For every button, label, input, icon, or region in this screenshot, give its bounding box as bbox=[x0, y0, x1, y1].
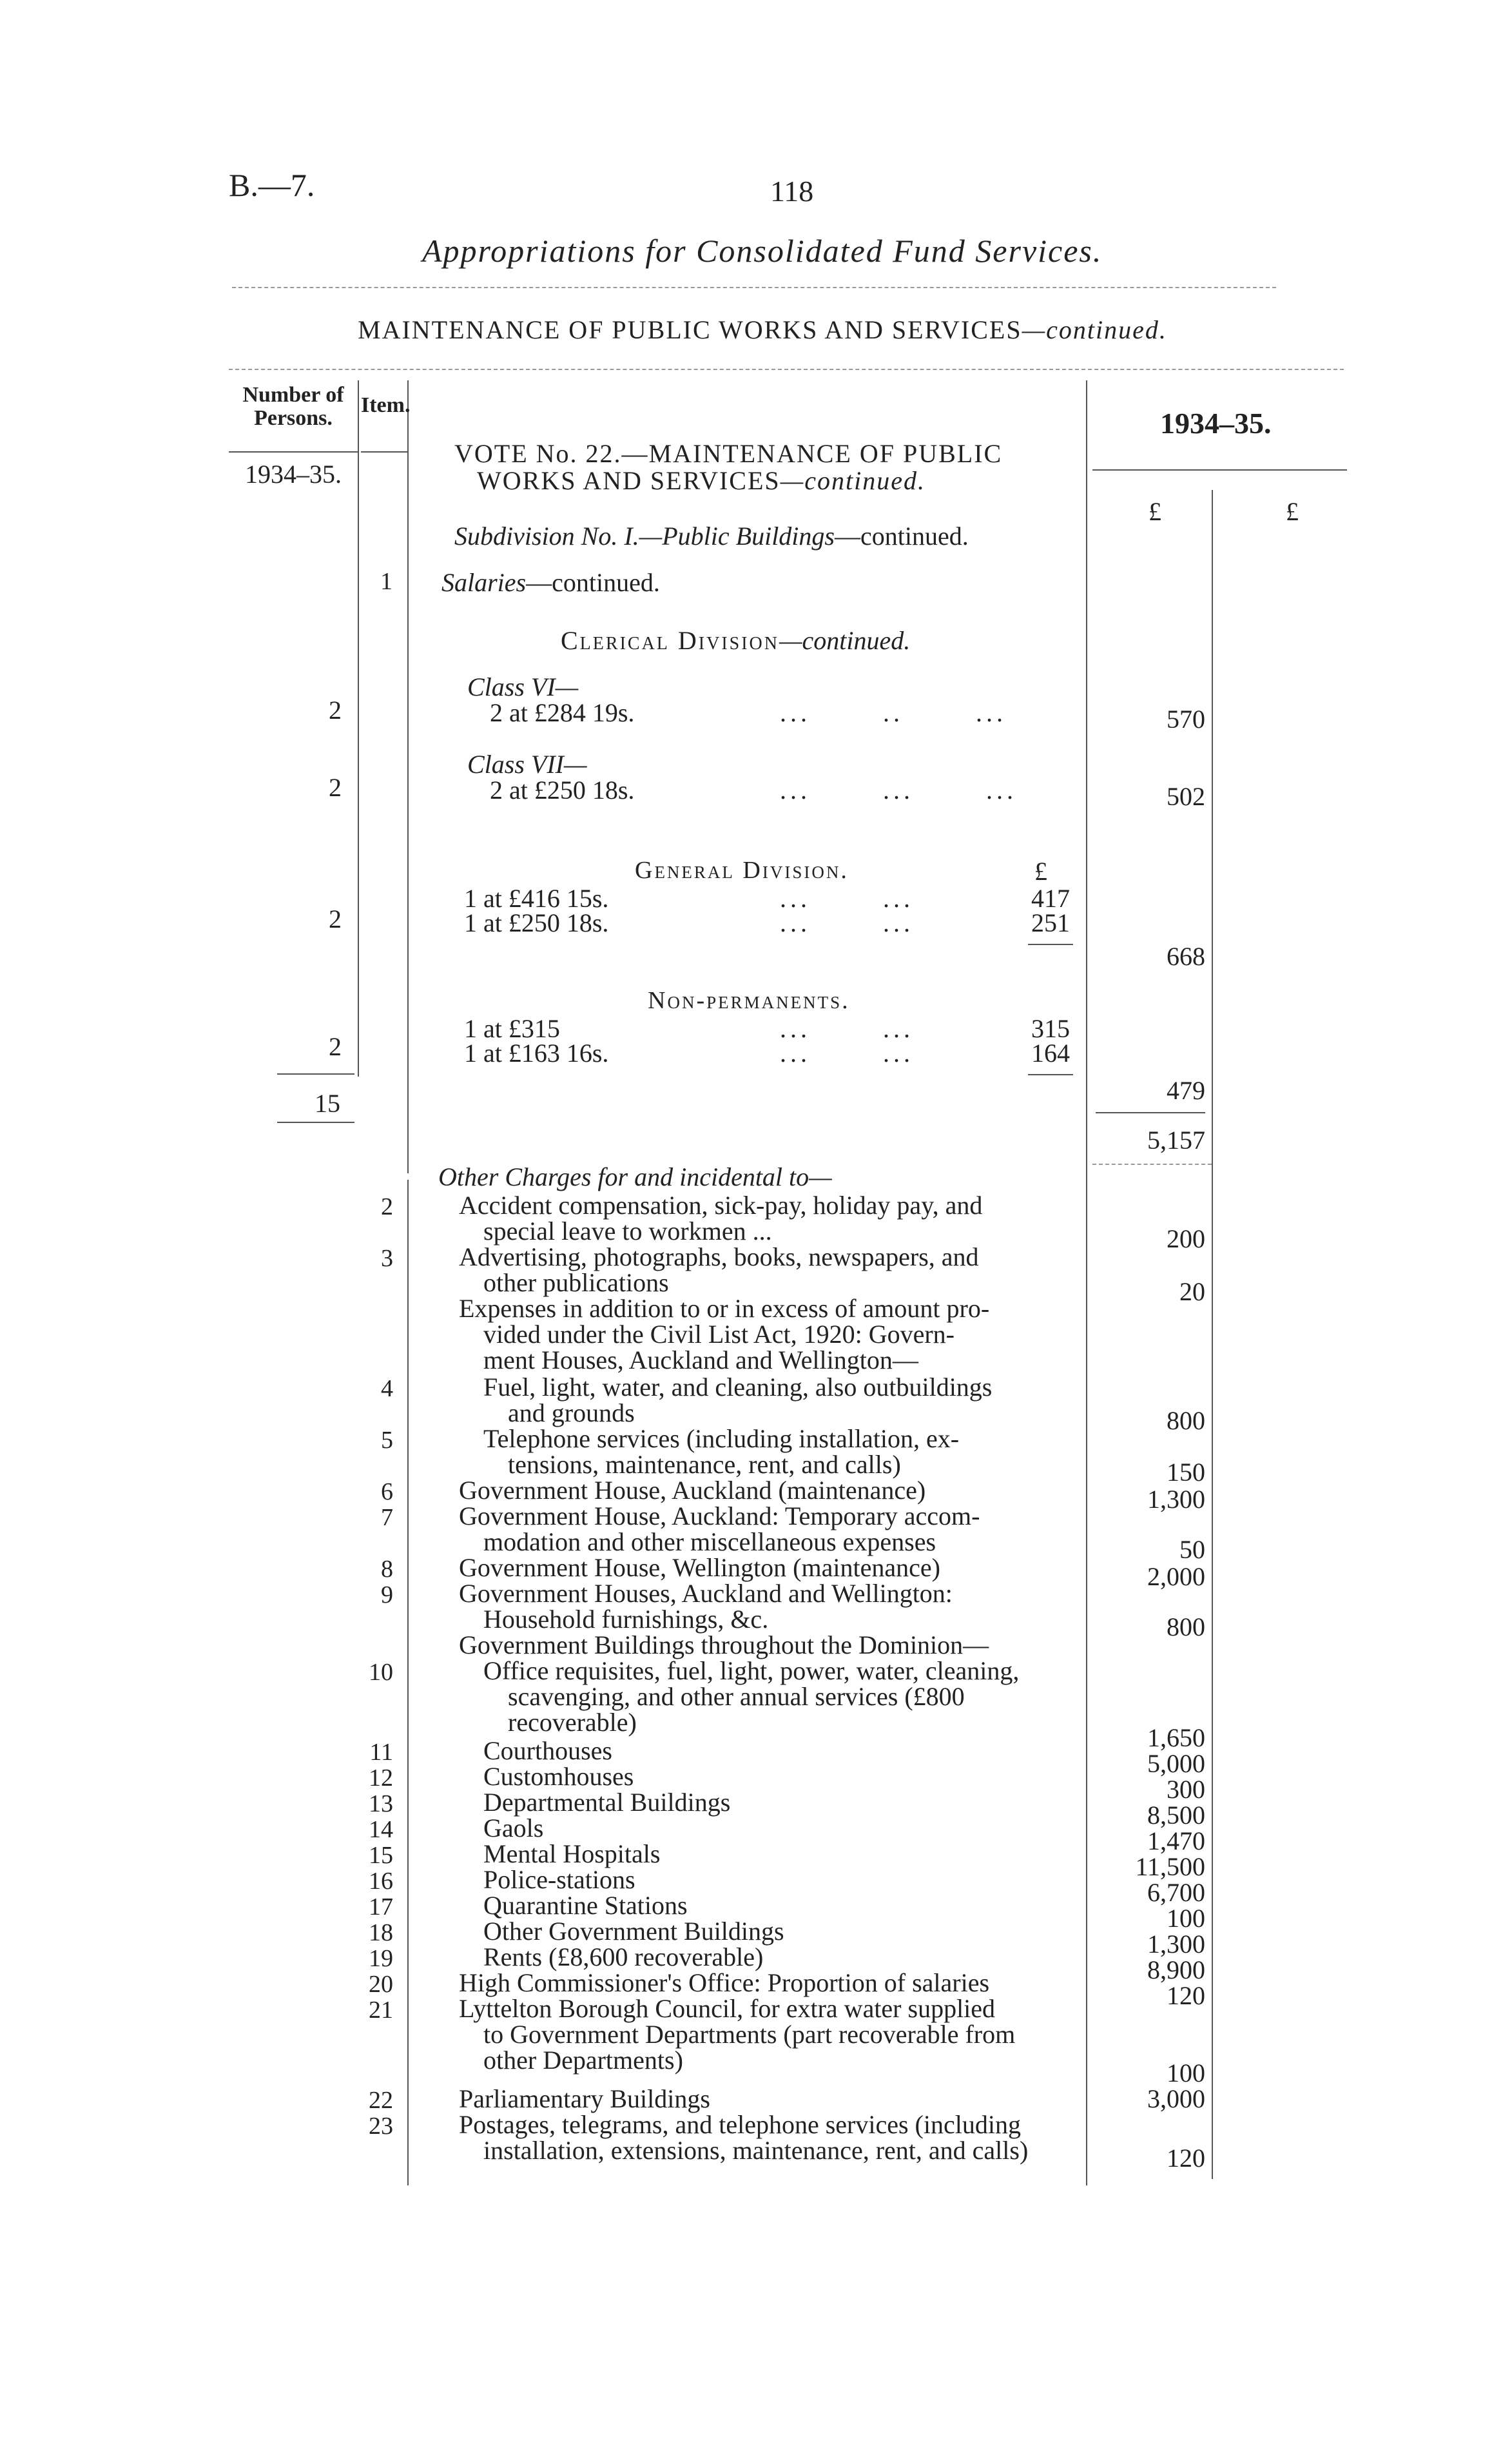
charge-amount: 8,900 bbox=[1147, 1955, 1205, 1984]
persons-header-rule bbox=[229, 451, 358, 453]
charge-description-line: Parliamentary Buildings bbox=[459, 2084, 710, 2113]
charge-description-line: Mental Hospitals bbox=[483, 1839, 661, 1868]
charge-amount: 120 bbox=[1167, 2144, 1205, 2173]
charge-description-line: Expenses in addition to or in excess of amount pro- bbox=[459, 1294, 990, 1323]
charge-description-line: Police-stations bbox=[483, 1865, 635, 1894]
item-column-rule bbox=[407, 380, 409, 1173]
persons-column-rule bbox=[358, 380, 359, 1077]
class-vi-persons: 2 bbox=[329, 696, 342, 725]
charge-amount: 1,300 bbox=[1147, 1485, 1205, 1514]
salaries-sum-rule bbox=[1096, 1112, 1205, 1113]
class-vi-label: Class VI— bbox=[467, 672, 579, 701]
non-permanents-heading: Non-permanents. bbox=[648, 987, 850, 1014]
section-title bbox=[358, 315, 1167, 345]
charge-description-line: Quarantine Stations bbox=[483, 1891, 688, 1920]
charge-amount: 1,300 bbox=[1147, 1930, 1205, 1959]
page-number: 118 bbox=[770, 175, 814, 208]
charge-description-line: High Commissioner's Office: Proportion of salaries bbox=[459, 1968, 990, 1997]
other-charges-heading: Other Charges for and incidental to— bbox=[438, 1162, 832, 1191]
charge-description-line: tensions, maintenance, rent, and calls) bbox=[508, 1450, 901, 1479]
salaries-cont: —continued. bbox=[526, 568, 660, 597]
leader-dots: ... ... bbox=[780, 908, 914, 937]
charge-description-line: Postages, telegrams, and telephone services (including bbox=[459, 2110, 1021, 2139]
charge-amount: 300 bbox=[1167, 1775, 1205, 1804]
charge-description-line: scavenging, and other annual services (£800 bbox=[508, 1682, 965, 1711]
charge-amount: 100 bbox=[1167, 2058, 1205, 2087]
charge-item-number: 13 bbox=[369, 1790, 393, 1817]
subdivision-cont: —continued. bbox=[834, 522, 969, 551]
charge-item-number: 15 bbox=[369, 1842, 393, 1869]
vote-line-2-cont: —continued. bbox=[780, 466, 926, 495]
charge-amount: 800 bbox=[1167, 1406, 1205, 1435]
charge-item-number: 5 bbox=[381, 1427, 393, 1454]
charge-amount: 8,500 bbox=[1147, 1801, 1205, 1830]
number-of-persons-header: Number of Persons. bbox=[242, 383, 344, 430]
title-rule bbox=[232, 287, 1276, 288]
pound-sign-1: £ bbox=[1149, 497, 1161, 526]
charge-description-line: Other Government Buildings bbox=[483, 1917, 784, 1946]
charge-item-number: 22 bbox=[369, 2087, 393, 2114]
charge-description-line: Fuel, light, water, and cleaning, also outbuildings bbox=[483, 1373, 993, 1402]
charge-item-number: 20 bbox=[369, 1971, 393, 1998]
charge-description-line: and grounds bbox=[508, 1398, 635, 1427]
charge-item-number: 14 bbox=[369, 1816, 393, 1843]
charge-amount: 20 bbox=[1179, 1277, 1205, 1306]
charge-amount: 6,700 bbox=[1147, 1878, 1205, 1907]
charge-description-line: Government House, Auckland: Temporary accom- bbox=[459, 1501, 980, 1530]
pound-sign-2: £ bbox=[1286, 497, 1299, 526]
page-ref: B.—7. bbox=[229, 167, 315, 203]
charge-amount: 11,500 bbox=[1135, 1852, 1205, 1881]
charge-item-number: 12 bbox=[369, 1764, 393, 1792]
clerical-cont: —continued. bbox=[779, 626, 911, 655]
charge-description-line: Departmental Buildings bbox=[483, 1788, 731, 1817]
nonperm-amount-1: 315 bbox=[1031, 1014, 1070, 1043]
charge-amount: 120 bbox=[1167, 1981, 1205, 2010]
clerical-division-heading bbox=[561, 625, 910, 656]
general-pound-sign: £ bbox=[1034, 857, 1047, 886]
charge-description-line: Government Houses, Auckland and Wellington: bbox=[459, 1579, 953, 1608]
charge-item-number: 7 bbox=[381, 1504, 393, 1531]
charge-description-line: Government House, Wellington (maintenance) bbox=[459, 1553, 940, 1582]
class-vi-amount: 570 bbox=[1167, 705, 1205, 734]
charge-item-number: 10 bbox=[369, 1659, 393, 1686]
charge-amount: 100 bbox=[1167, 1904, 1205, 1933]
salaries-total-rule bbox=[1092, 1164, 1212, 1165]
general-line-1: 1 at £416 15s. bbox=[464, 884, 609, 913]
charge-description-line: Rents (£8,600 recoverable) bbox=[483, 1942, 764, 1971]
subdivision-label: Subdivision No. I.—Public Buildings bbox=[454, 522, 835, 551]
charge-description-line: Government House, Auckland (maintenance) bbox=[459, 1476, 926, 1505]
vote-line-1: VOTE No. 22.—MAINTENANCE OF PUBLIC bbox=[454, 439, 1003, 468]
charge-item-number: 4 bbox=[381, 1375, 393, 1402]
charge-amount: 50 bbox=[1179, 1535, 1205, 1564]
year-header-rule bbox=[1092, 469, 1347, 471]
charge-item-number: 8 bbox=[381, 1556, 393, 1583]
charge-description-line: installation, extensions, maintenance, rent, and calls) bbox=[483, 2136, 1029, 2165]
leader-dots: ... ... ... bbox=[780, 776, 1017, 805]
general-persons: 2 bbox=[329, 904, 342, 933]
charge-item-number: 17 bbox=[369, 1893, 393, 1920]
charge-description-line: modation and other miscellaneous expenses bbox=[483, 1527, 936, 1556]
salaries-label: Salaries bbox=[441, 568, 527, 597]
charge-description-line: recoverable) bbox=[508, 1708, 637, 1737]
section-rule bbox=[229, 369, 1344, 370]
charge-item-number: 16 bbox=[369, 1868, 393, 1895]
general-total: 668 bbox=[1167, 942, 1205, 971]
charge-description-line: Advertising, photographs, books, newspapers, and bbox=[459, 1242, 979, 1271]
item-column-rule-lower bbox=[407, 1180, 409, 2185]
class-vii-label: Class VII— bbox=[467, 750, 587, 779]
item-header-rule bbox=[361, 451, 407, 453]
leader-dots: ... ... bbox=[780, 1014, 914, 1043]
charge-description-line: Office requisites, fuel, light, power, water, cleaning, bbox=[483, 1656, 1020, 1685]
charge-amount: 5,000 bbox=[1147, 1749, 1205, 1778]
charge-item-number: 9 bbox=[381, 1581, 393, 1608]
year-column-header: 1934–35. bbox=[1160, 407, 1272, 440]
section-title-cont: —continued. bbox=[1022, 315, 1167, 344]
persons-total: 15 bbox=[315, 1089, 340, 1118]
salaries-heading bbox=[441, 567, 660, 598]
charge-item-number: 23 bbox=[369, 2113, 393, 2140]
charge-description-line: ment Houses, Auckland and Wellington— bbox=[483, 1345, 918, 1374]
vote-line-2 bbox=[477, 465, 926, 496]
charge-description-line: Telephone services (including installation, ex- bbox=[483, 1424, 960, 1453]
persons-sum-rule bbox=[277, 1073, 354, 1075]
persons-year-header: 1934–35. bbox=[245, 460, 342, 489]
charge-amount: 3,000 bbox=[1147, 2084, 1205, 2113]
salaries-total: 5,157 bbox=[1147, 1126, 1205, 1155]
charge-description-line: to Government Departments (part recoverable from bbox=[483, 2020, 1016, 2049]
charge-item-number: 11 bbox=[369, 1739, 393, 1766]
charge-description-line: Customhouses bbox=[483, 1762, 634, 1791]
persons-total-rule bbox=[277, 1122, 354, 1123]
subdivision bbox=[454, 521, 969, 551]
class-vii-amount: 502 bbox=[1167, 782, 1205, 811]
nonperm-amount-2: 164 bbox=[1031, 1039, 1070, 1068]
charge-amount: 150 bbox=[1167, 1458, 1205, 1487]
charge-description-line: vided under the Civil List Act, 1920: Govern- bbox=[483, 1320, 955, 1349]
charge-item-number: 6 bbox=[381, 1478, 393, 1505]
charge-item-number: 3 bbox=[381, 1245, 393, 1272]
nonperm-persons: 2 bbox=[329, 1032, 342, 1061]
general-division-heading: General Division. bbox=[635, 857, 849, 884]
charge-item-number: 19 bbox=[369, 1945, 393, 1972]
charge-amount: 2,000 bbox=[1147, 1562, 1205, 1591]
class-vii-persons: 2 bbox=[329, 773, 342, 802]
class-vi-line: 2 at £284 19s. bbox=[490, 698, 635, 727]
charge-item-number: 2 bbox=[381, 1193, 393, 1220]
nonperm-line-1: 1 at £315 bbox=[464, 1014, 560, 1043]
class-vii-line: 2 at £250 18s. bbox=[490, 776, 635, 805]
leader-dots: ... ... bbox=[780, 1039, 914, 1068]
charge-amount: 1,470 bbox=[1147, 1826, 1205, 1855]
section-title-main: MAINTENANCE OF PUBLIC WORKS AND SERVICES bbox=[358, 315, 1022, 344]
charge-description-line: other Departments) bbox=[483, 2046, 683, 2075]
charge-amount: 800 bbox=[1167, 1612, 1205, 1641]
nonperm-line-2: 1 at £163 16s. bbox=[464, 1039, 609, 1068]
total-column-rule bbox=[1212, 490, 1213, 2179]
charge-description-line: Government Buildings throughout the Dominion— bbox=[459, 1630, 989, 1659]
item-header: Item. bbox=[361, 393, 411, 417]
charge-amount: 1,650 bbox=[1147, 1723, 1205, 1752]
charge-description-line: Gaols bbox=[483, 1813, 544, 1842]
charge-description-line: other publications bbox=[483, 1268, 669, 1297]
charge-description-line: Lyttelton Borough Council, for extra water supplied bbox=[459, 1994, 996, 2023]
general-line-2: 1 at £250 18s. bbox=[464, 908, 609, 937]
charge-item-number: 18 bbox=[369, 1919, 393, 1946]
charge-description-line: special leave to workmen ... bbox=[483, 1216, 772, 1246]
general-amount-2: 251 bbox=[1031, 908, 1070, 937]
leader-dots: ... .. ... bbox=[780, 698, 1007, 727]
salaries-item-number: 1 bbox=[380, 568, 393, 595]
nonperm-sum-rule bbox=[1028, 1074, 1073, 1075]
charge-item-number: 21 bbox=[369, 1997, 393, 2024]
charge-amount: 200 bbox=[1167, 1224, 1205, 1253]
page-title: Appropriations for Consolidated Fund Services. bbox=[422, 233, 1103, 269]
general-amount-1: 417 bbox=[1031, 884, 1070, 913]
charge-description-line: Courthouses bbox=[483, 1736, 612, 1765]
leader-dots: ... ... bbox=[780, 884, 914, 913]
vote-line-2-main: WORKS AND SERVICES bbox=[477, 466, 780, 495]
charge-description-line: Household furnishings, &c. bbox=[483, 1605, 769, 1634]
amount-column-rule bbox=[1086, 380, 1087, 2185]
general-sum-rule bbox=[1028, 944, 1073, 945]
nonperm-total: 479 bbox=[1167, 1076, 1205, 1105]
clerical-label: Clerical Division bbox=[561, 626, 779, 655]
charge-description-line: Accident compensation, sick-pay, holiday pay, and bbox=[459, 1191, 983, 1220]
